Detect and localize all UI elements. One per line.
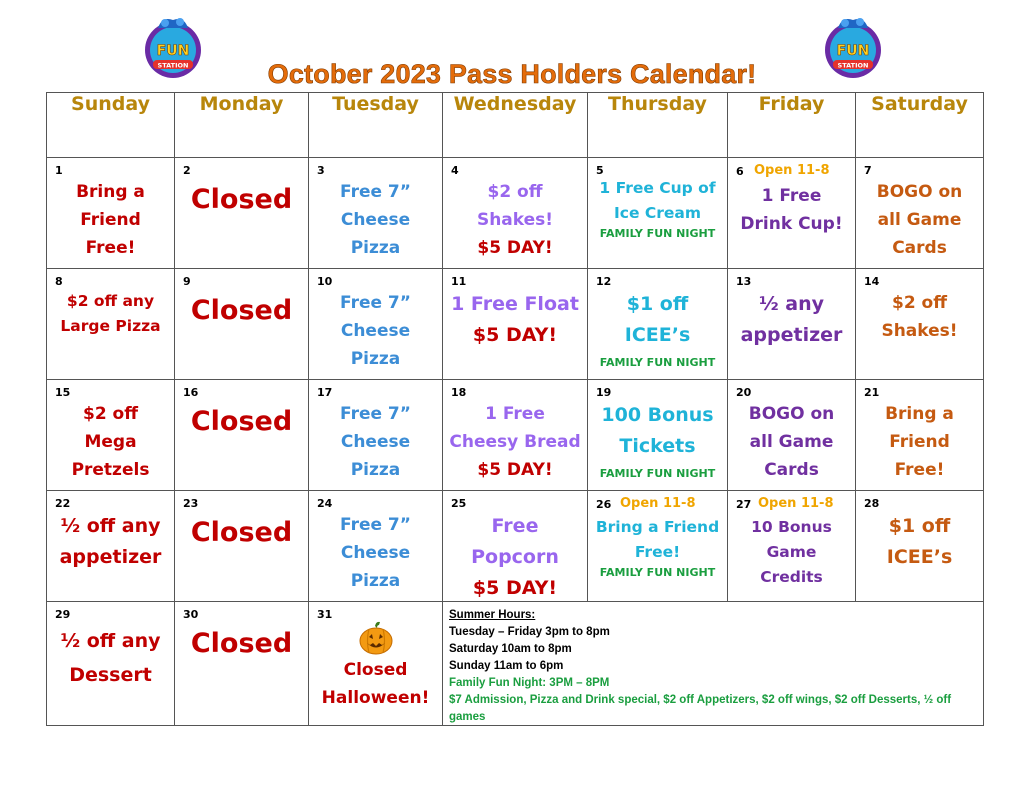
- five-dollar-day: $5 DAY!: [472, 324, 558, 346]
- day-number: 19: [596, 386, 612, 399]
- svg-text:FUN: FUN: [156, 43, 190, 59]
- five-dollar-day: $5 DAY!: [477, 460, 553, 480]
- day-number: 5: [596, 164, 604, 177]
- day-number: 25: [451, 497, 467, 510]
- family-fun-night-details: $7 Admission, Pizza and Drink special, $2 off Appetizers, $2 off wings, $2 off Desserts, ½ off games: [449, 694, 952, 723]
- day-number: 27: [736, 498, 752, 511]
- day-cell-6: 6 Open 11-8 1 Free Drink Cup!: [728, 158, 856, 269]
- five-dollar-day: $5 DAY!: [472, 577, 558, 599]
- day-cell-16: [175, 380, 309, 491]
- day-number: 11: [451, 275, 467, 288]
- day-number: 24: [317, 497, 333, 510]
- day-number: 7: [864, 164, 872, 177]
- day-number: 15: [55, 386, 71, 399]
- header-tuesday: Tuesday: [309, 93, 443, 158]
- day-cell-20: 20 BOGO on all Game Cards: [728, 380, 856, 491]
- day-cell-7: 7 BOGO on all Game Cards: [856, 158, 984, 269]
- day-cell-15: 15 $2 off Mega Pretzels: [47, 380, 175, 491]
- day-number: 12: [596, 275, 612, 288]
- day-number: 13: [736, 275, 752, 288]
- day-number: 26: [596, 498, 612, 511]
- family-fun-night-label: FAMILY FUN NIGHT: [599, 227, 716, 240]
- day-number: 18: [451, 386, 467, 399]
- closed-label: Closed: [190, 517, 293, 548]
- day-cell-24: 24 Free 7” Cheese Pizza: [309, 491, 443, 602]
- pumpkin-icon: [357, 620, 395, 656]
- day-cell-29: 29 ½ off any Dessert: [47, 602, 175, 726]
- day-number: 9: [183, 275, 191, 288]
- day-cell-5: 5 1 Free Cup of Ice Cream FAMILY FUN NIGHT: [588, 158, 728, 269]
- day-cell-11: 11 1 Free Float $5 DAY!: [443, 269, 588, 380]
- header-wednesday: Wednesday: [443, 93, 588, 158]
- day-cell-27: 27 Open 11-8 10 Bonus Game Credits: [728, 491, 856, 602]
- day-cell-23: [175, 491, 309, 602]
- header-saturday: Saturday: [856, 93, 984, 158]
- svg-text:STATION: STATION: [837, 61, 869, 70]
- day-cell-10: 10 Free 7” Cheese Pizza: [309, 269, 443, 380]
- day-number: 23: [183, 497, 199, 510]
- closed-label: Closed: [190, 184, 293, 215]
- day-number: 6: [736, 165, 744, 178]
- day-number: 29: [55, 608, 71, 621]
- day-number: 28: [864, 497, 880, 510]
- week-row: [47, 380, 984, 491]
- header-friday: Friday: [728, 93, 856, 158]
- day-cell-25: 25 Free Popcorn $5 DAY!: [443, 491, 588, 602]
- day-number: 22: [55, 497, 71, 510]
- open-hours-badge: Open 11-8: [620, 496, 696, 511]
- day-cell-13: 13 ½ any appetizer: [728, 269, 856, 380]
- family-fun-night-label: FAMILY FUN NIGHT: [599, 467, 716, 480]
- family-fun-night-label: FAMILY FUN NIGHT: [599, 356, 716, 369]
- day-number: 14: [864, 275, 880, 288]
- day-number: 16: [183, 386, 199, 399]
- day-number: 31: [317, 608, 333, 621]
- page-title: October 2023 Pass Holders Calendar!: [267, 59, 757, 89]
- day-number: 20: [736, 386, 752, 399]
- day-cell-8: 8 $2 off any Large Pizza: [47, 269, 175, 380]
- week-row: [47, 491, 984, 602]
- family-fun-night-label: FAMILY FUN NIGHT: [599, 566, 716, 579]
- closed-label: Closed: [190, 295, 293, 326]
- day-number: 30: [183, 608, 199, 621]
- week-row: [47, 602, 984, 726]
- day-header-row: [47, 93, 984, 158]
- day-cell-3: 3 Free 7” Cheese Pizza: [309, 158, 443, 269]
- day-cell-14: 14 $2 off Shakes!: [856, 269, 984, 380]
- day-cell-30: [175, 602, 309, 726]
- day-cell-22: 22 ½ off any appetizer: [47, 491, 175, 602]
- summer-hours-heading: Summer Hours:: [449, 609, 536, 621]
- day-cell-9: [175, 269, 309, 380]
- week-row: [47, 269, 984, 380]
- day-number: 1: [55, 164, 63, 177]
- day-cell-31: 31 Closed Halloween!: [309, 602, 443, 726]
- day-cell-2: [175, 158, 309, 269]
- day-number: 8: [55, 275, 63, 288]
- family-fun-night-hours: Family Fun Night: 3PM – 8PM: [449, 677, 610, 689]
- summer-hours-cell: [443, 602, 984, 726]
- calendar-grid: [46, 92, 984, 726]
- header-monday: Monday: [175, 93, 309, 158]
- open-hours-badge: Open 11-8: [758, 496, 834, 511]
- week-row: [47, 158, 984, 269]
- svg-text:STATION: STATION: [157, 61, 189, 70]
- header-sunday: Sunday: [47, 93, 175, 158]
- day-number: 2: [183, 164, 191, 177]
- day-number: 10: [317, 275, 333, 288]
- closed-label: Closed: [190, 628, 293, 659]
- closed-label: Closed: [190, 406, 293, 437]
- header-thursday: Thursday: [588, 93, 728, 158]
- five-dollar-day: $5 DAY!: [477, 238, 553, 258]
- day-number: 4: [451, 164, 459, 177]
- day-cell-21: 21 Bring a Friend Free!: [856, 380, 984, 491]
- day-cell-19: 19 100 Bonus Tickets FAMILY FUN NIGHT: [588, 380, 728, 491]
- summer-hours: Summer Hours: Tuesday – Friday 3pm to 8pm Saturday 10am to 8pm Sunday 11am to 6pm Family Fun Night: 3PM – 8PM $7 Admission, Pizza and Drink special, $2 off Appetizers, $2 off wings, $2 off Desserts, ½ off games: [449, 607, 975, 726]
- day-cell-1: 1 Bring a Friend Free!: [47, 158, 175, 269]
- day-cell-17: 17 Free 7” Cheese Pizza: [309, 380, 443, 491]
- day-cell-18: 18 1 Free Cheesy Bread $5 DAY!: [443, 380, 588, 491]
- open-hours-badge: Open 11-8: [754, 163, 830, 178]
- day-cell-28: 28 $1 off ICEE’s: [856, 491, 984, 602]
- day-cell-12: 12 $1 off ICEE’s FAMILY FUN NIGHT: [588, 269, 728, 380]
- svg-text:FUN: FUN: [836, 43, 870, 59]
- day-number: 21: [864, 386, 880, 399]
- day-cell-4: 4 $2 off Shakes! $5 DAY!: [443, 158, 588, 269]
- day-number: 3: [317, 164, 325, 177]
- day-cell-26: 26 Open 11-8 Bring a Friend Free! FAMILY FUN NIGHT: [588, 491, 728, 602]
- day-number: 17: [317, 386, 333, 399]
